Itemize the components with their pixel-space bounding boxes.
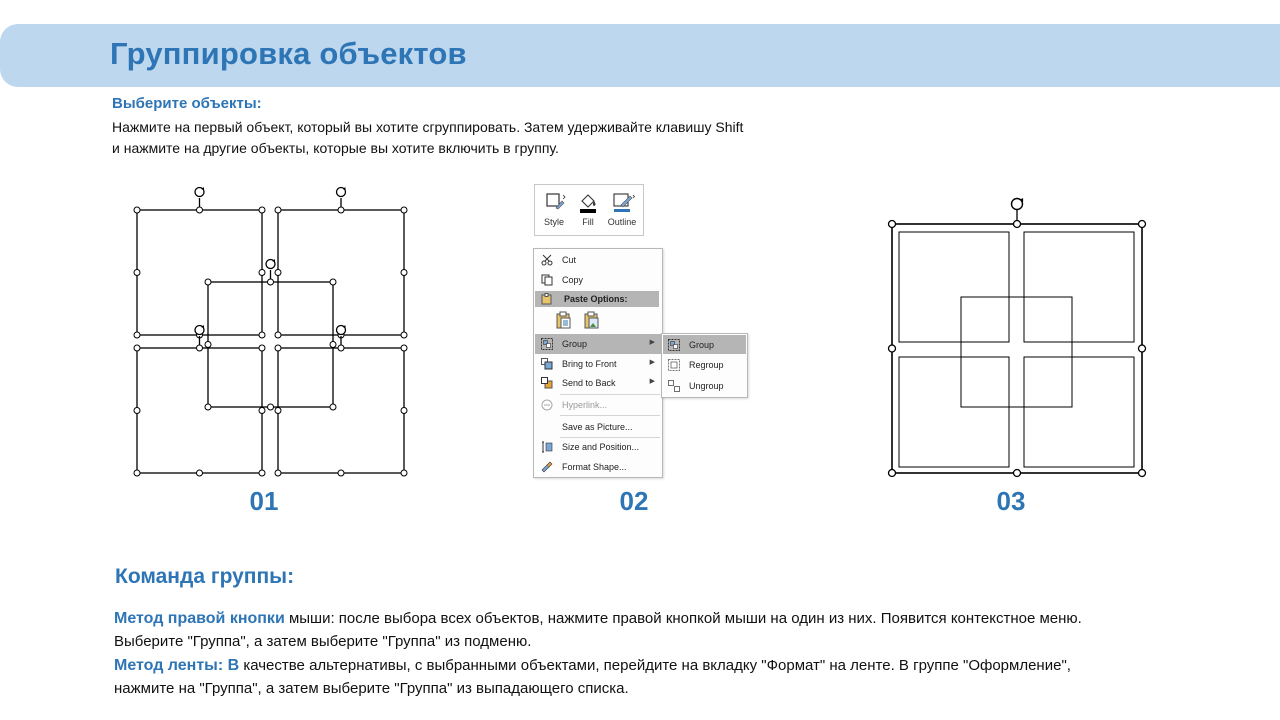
- resize-handle: [134, 408, 140, 414]
- bring-to-front-label: Bring to Front: [562, 359, 617, 369]
- group-icon: [541, 338, 553, 350]
- menu-item-hyperlink: [535, 395, 661, 415]
- bring-to-front-icon: [541, 358, 553, 370]
- slide-title: Группировка объектов: [110, 36, 467, 71]
- ungroup-icon: [668, 380, 680, 392]
- resize-handle: [259, 345, 265, 351]
- resize-handle: [275, 470, 281, 476]
- send-to-back-label: Send to Back: [562, 378, 616, 388]
- selected-square: [278, 348, 404, 473]
- menu-item-copy[interactable]: [535, 270, 661, 290]
- resize-handle: [205, 342, 211, 348]
- step-number-2: 02: [619, 486, 649, 516]
- resize-handle: [401, 207, 407, 213]
- clipboard-icon: [541, 293, 553, 305]
- resize-handle: [401, 345, 407, 351]
- paste-keep-formatting-icon[interactable]: [556, 311, 572, 329]
- menu-item-save-as-picture[interactable]: [535, 417, 661, 437]
- resize-handle: [1014, 221, 1021, 228]
- pen-outline-icon: [612, 191, 636, 213]
- resize-handle: [259, 270, 265, 276]
- resize-handle: [1139, 221, 1146, 228]
- send-to-back-icon: [541, 377, 553, 389]
- diagram-grouped-selection: [880, 185, 1155, 485]
- copy-icon: [541, 274, 553, 286]
- regroup-icon: [668, 359, 680, 371]
- resize-handle: [134, 470, 140, 476]
- submenu-ungroup-label: Ungroup: [689, 381, 724, 391]
- resize-handle: [1139, 345, 1146, 352]
- resize-handle: [134, 270, 140, 276]
- grouped-square: [1024, 357, 1134, 467]
- submenu-arrow-icon: ▶: [649, 359, 655, 366]
- step-number-3: 03: [996, 486, 1026, 516]
- paste-options-header: [535, 291, 659, 307]
- submenu-arrow-icon: ▶: [649, 378, 655, 385]
- resize-handle: [197, 207, 203, 213]
- paste-options-label: Paste Options:: [564, 294, 628, 304]
- mini-toolbar: [534, 184, 644, 236]
- context-menu: [533, 248, 663, 478]
- menu-item-bring-to-front[interactable]: [535, 354, 661, 374]
- menu-item-group[interactable]: [535, 334, 661, 354]
- submenu-item-ungroup[interactable]: [663, 376, 746, 395]
- outline-label: Outline: [607, 217, 637, 227]
- resize-handle: [401, 408, 407, 414]
- resize-handle: [330, 279, 336, 285]
- copy-label: Copy: [562, 275, 584, 285]
- select-objects-text: Нажмите на первый объект, который вы хотите сгруппировать. Затем удерживайте клавишу Shift и нажмите на другие объекты, которые вы хотите включить в группу.: [112, 119, 744, 156]
- resize-handle: [330, 404, 336, 410]
- paste-options-icons: [556, 311, 600, 334]
- group-bounding-box: [892, 224, 1142, 473]
- resize-handle: [268, 404, 274, 410]
- resize-handle: [205, 404, 211, 410]
- submenu-arrow-icon: ▶: [649, 339, 655, 346]
- submenu-regroup-label: Regroup: [689, 360, 724, 370]
- cut-label: Cut: [562, 255, 577, 265]
- selected-square: [278, 210, 404, 335]
- group-command-heading: Команда группы:: [115, 565, 295, 588]
- resize-handle: [259, 207, 265, 213]
- group-label: Group: [562, 339, 588, 349]
- group-submenu: [661, 333, 748, 398]
- diagram-separate-selection: [120, 175, 420, 485]
- submenu-item-regroup[interactable]: [663, 355, 746, 374]
- resize-handle: [338, 345, 344, 351]
- resize-handle: [889, 345, 896, 352]
- resize-handle: [275, 270, 281, 276]
- ribbon-method-paragraph: [114, 654, 1114, 700]
- select-objects-heading: Выберите объекты:: [112, 95, 262, 112]
- group-icon: [668, 339, 680, 351]
- resize-handle: [197, 470, 203, 476]
- scissors-icon: [541, 254, 553, 266]
- resize-handle: [197, 345, 203, 351]
- selected-square: [137, 348, 262, 473]
- selected-square: [208, 282, 333, 407]
- resize-handle: [259, 332, 265, 338]
- menu-item-cut[interactable]: [535, 250, 661, 270]
- save-as-picture-label: Save as Picture...: [562, 422, 633, 432]
- style-label: Style: [543, 217, 564, 227]
- menu-separator: [560, 415, 660, 416]
- size-position-label: Size and Position...: [562, 442, 640, 452]
- resize-handle: [134, 332, 140, 338]
- resize-handle: [275, 332, 281, 338]
- menu-item-size-position[interactable]: [535, 437, 661, 457]
- paint-bucket-icon: [578, 191, 600, 213]
- right-click-method-lead: Метод правой кнопки: [114, 610, 285, 627]
- resize-handle: [401, 332, 407, 338]
- resize-handle: [268, 279, 274, 285]
- menu-item-send-to-back[interactable]: [535, 373, 661, 393]
- menu-item-format-shape[interactable]: [535, 457, 661, 477]
- resize-handle: [330, 342, 336, 348]
- step-number-1: 01: [249, 486, 279, 516]
- right-click-method-text: мыши: после выбора всех объектов, нажмите правой кнопкой мыши на один из них. Появится контекстное меню. Выберите "Группа", а затем выберите "Группа" из подменю.: [114, 610, 1082, 650]
- shape-style-icon: [544, 191, 566, 213]
- ribbon-method-text: качестве альтернативы, с выбранными объектами, перейдите на вкладку "Формат" на ленте. В группе "Оформление", нажмите на "Группа", а затем выберите "Группа" из выпадающего списка.: [114, 657, 1071, 697]
- hyperlink-icon: [541, 399, 553, 411]
- format-shape-icon: [541, 461, 553, 473]
- resize-handle: [889, 470, 896, 477]
- grouped-square: [899, 357, 1009, 467]
- format-shape-label: Format Shape...: [562, 462, 627, 472]
- fill-button[interactable]: [571, 187, 605, 233]
- resize-handle: [338, 470, 344, 476]
- resize-handle: [134, 345, 140, 351]
- resize-handle: [1014, 470, 1021, 477]
- grouped-square: [961, 297, 1072, 407]
- resize-handle: [889, 221, 896, 228]
- paste-picture-icon[interactable]: [584, 311, 600, 329]
- grouped-square: [1024, 232, 1134, 342]
- resize-handle: [275, 207, 281, 213]
- ribbon-method-lead: Метод ленты: В: [114, 657, 240, 674]
- fill-label: Fill: [582, 217, 594, 227]
- hyperlink-label: Hyperlink...: [562, 400, 608, 410]
- submenu-item-group[interactable]: [663, 335, 746, 354]
- selected-square: [137, 210, 262, 335]
- resize-handle: [205, 279, 211, 285]
- resize-handle: [1139, 470, 1146, 477]
- resize-handle: [259, 408, 265, 414]
- resize-handle: [259, 470, 265, 476]
- right-click-method-paragraph: [114, 607, 1114, 653]
- grouped-square: [899, 232, 1009, 342]
- resize-handle: [401, 470, 407, 476]
- size-position-icon: [541, 441, 553, 453]
- resize-handle: [134, 207, 140, 213]
- resize-handle: [401, 270, 407, 276]
- style-button[interactable]: [537, 187, 571, 233]
- resize-handle: [275, 408, 281, 414]
- submenu-group-label: Group: [689, 340, 715, 350]
- outline-button[interactable]: [605, 187, 639, 233]
- resize-handle: [338, 207, 344, 213]
- resize-handle: [275, 345, 281, 351]
